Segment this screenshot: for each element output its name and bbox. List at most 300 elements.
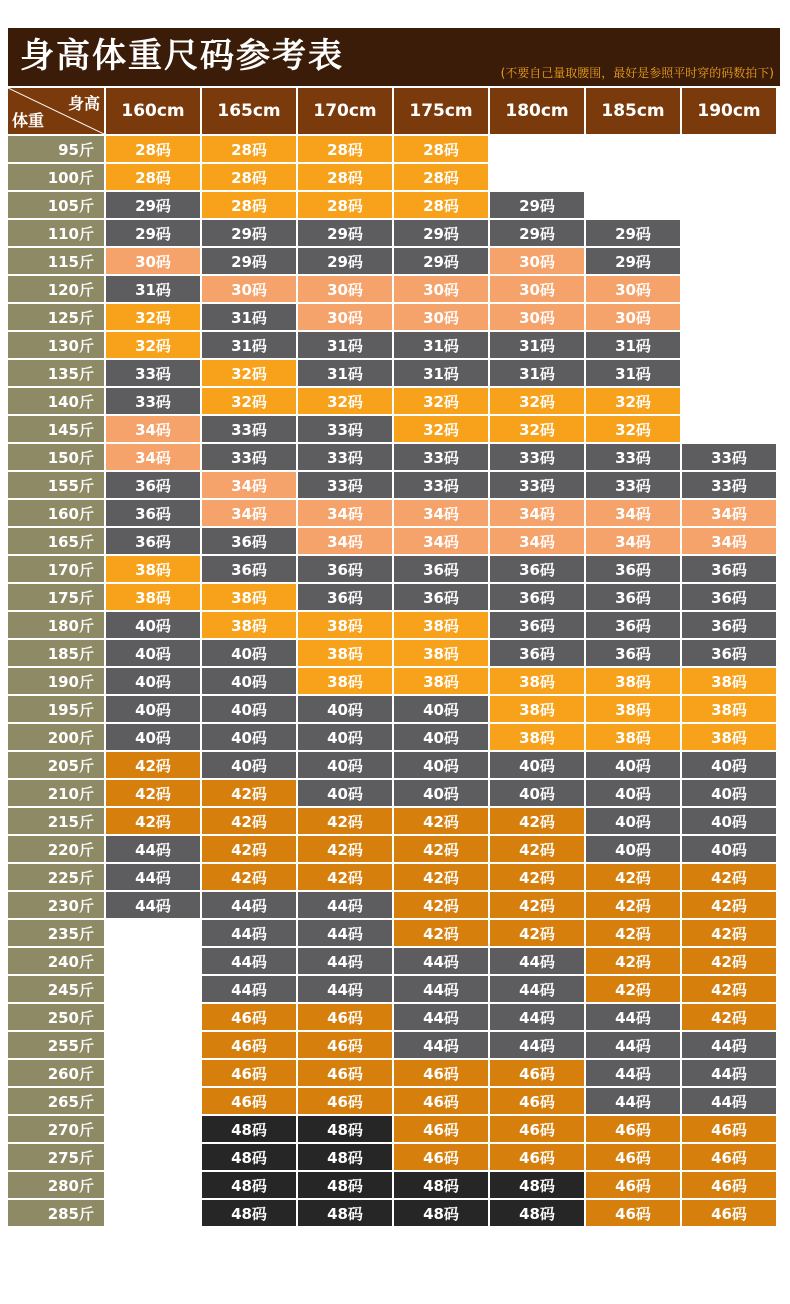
empty-cell	[682, 220, 778, 248]
size-cell: 30码	[298, 304, 394, 332]
corner-height-label: 身高	[67, 94, 100, 113]
size-cell: 36码	[490, 556, 586, 584]
size-cell: 32码	[106, 332, 202, 360]
size-cell: 29码	[202, 220, 298, 248]
empty-cell	[586, 136, 682, 164]
size-cell: 38码	[298, 612, 394, 640]
size-cell: 30码	[298, 276, 394, 304]
size-cell: 31码	[202, 332, 298, 360]
size-cell: 44码	[106, 864, 202, 892]
weight-label-cell: 165斤	[8, 528, 106, 556]
weight-label-cell: 95斤	[8, 136, 106, 164]
size-cell: 34码	[202, 500, 298, 528]
size-cell: 48码	[490, 1200, 586, 1228]
size-cell: 33码	[202, 444, 298, 472]
weight-label-cell: 240斤	[8, 948, 106, 976]
size-cell: 40码	[202, 640, 298, 668]
size-cell: 44码	[490, 1032, 586, 1060]
size-cell: 44码	[586, 1032, 682, 1060]
size-cell: 36码	[490, 584, 586, 612]
height-header-cell: 190cm	[682, 88, 778, 136]
size-cell: 32码	[490, 416, 586, 444]
weight-label-cell: 145斤	[8, 416, 106, 444]
size-cell: 44码	[682, 1060, 778, 1088]
empty-cell	[682, 136, 778, 164]
empty-cell	[682, 360, 778, 388]
size-cell: 30码	[490, 248, 586, 276]
empty-cell	[682, 276, 778, 304]
size-cell: 42码	[586, 920, 682, 948]
size-cell: 29码	[394, 248, 490, 276]
size-cell: 28码	[298, 136, 394, 164]
size-cell: 42码	[586, 948, 682, 976]
empty-cell	[682, 164, 778, 192]
size-cell: 44码	[586, 1088, 682, 1116]
size-cell: 36码	[202, 556, 298, 584]
size-cell: 29码	[490, 192, 586, 220]
size-cell: 30码	[586, 276, 682, 304]
size-cell: 40码	[682, 780, 778, 808]
size-cell: 29码	[202, 248, 298, 276]
size-cell: 29码	[298, 220, 394, 248]
size-chart-table	[8, 88, 780, 1228]
size-cell: 33码	[682, 444, 778, 472]
size-cell: 46码	[298, 1088, 394, 1116]
empty-cell	[586, 164, 682, 192]
page-title: 身高体重尺码参考表	[20, 36, 344, 76]
size-cell: 31码	[394, 332, 490, 360]
size-cell: 44码	[298, 948, 394, 976]
size-cell: 38码	[394, 640, 490, 668]
size-cell: 34码	[106, 416, 202, 444]
empty-cell	[106, 1060, 202, 1088]
size-cell: 36码	[586, 584, 682, 612]
size-cell: 44码	[394, 976, 490, 1004]
size-cell: 33码	[298, 416, 394, 444]
size-cell: 31码	[298, 360, 394, 388]
size-cell: 36码	[106, 528, 202, 556]
size-cell: 46码	[490, 1088, 586, 1116]
size-cell: 36码	[106, 472, 202, 500]
weight-label-cell: 260斤	[8, 1060, 106, 1088]
size-cell: 48码	[202, 1144, 298, 1172]
size-cell: 40码	[202, 752, 298, 780]
size-cell: 42码	[490, 892, 586, 920]
weight-label-cell: 235斤	[8, 920, 106, 948]
weight-label-cell: 255斤	[8, 1032, 106, 1060]
size-cell: 46码	[682, 1200, 778, 1228]
empty-cell	[106, 1200, 202, 1228]
empty-cell	[490, 136, 586, 164]
size-cell: 40码	[202, 696, 298, 724]
weight-label-cell: 275斤	[8, 1144, 106, 1172]
size-cell: 33码	[298, 472, 394, 500]
size-cell: 34码	[106, 444, 202, 472]
size-cell: 48码	[298, 1200, 394, 1228]
size-cell: 46码	[682, 1172, 778, 1200]
size-cell: 48码	[298, 1144, 394, 1172]
size-cell: 36码	[394, 584, 490, 612]
size-cell: 42码	[490, 836, 586, 864]
size-cell: 36码	[682, 584, 778, 612]
size-cell: 42码	[298, 864, 394, 892]
size-cell: 32码	[106, 304, 202, 332]
weight-label-cell: 140斤	[8, 388, 106, 416]
size-cell: 46码	[394, 1060, 490, 1088]
size-cell: 40码	[106, 668, 202, 696]
size-cell: 40码	[586, 836, 682, 864]
size-cell: 31码	[490, 332, 586, 360]
size-cell: 38码	[682, 724, 778, 752]
size-cell: 31码	[490, 360, 586, 388]
empty-cell	[106, 1172, 202, 1200]
size-cell: 46码	[202, 1060, 298, 1088]
size-cell: 42码	[202, 836, 298, 864]
empty-cell	[682, 248, 778, 276]
corner-weight-label: 体重	[12, 111, 45, 130]
size-cell: 32码	[586, 388, 682, 416]
size-cell: 48码	[394, 1172, 490, 1200]
size-cell: 30码	[394, 276, 490, 304]
size-cell: 42码	[682, 1004, 778, 1032]
size-cell: 38码	[586, 724, 682, 752]
size-cell: 40码	[106, 696, 202, 724]
size-cell: 42码	[490, 808, 586, 836]
size-cell: 46码	[298, 1060, 394, 1088]
size-cell: 38码	[490, 724, 586, 752]
weight-label-cell: 185斤	[8, 640, 106, 668]
size-cell: 33码	[202, 416, 298, 444]
size-cell: 34码	[394, 528, 490, 556]
size-cell: 33码	[586, 444, 682, 472]
size-cell: 44码	[394, 1032, 490, 1060]
height-header-cell: 160cm	[106, 88, 202, 136]
size-cell: 42码	[394, 864, 490, 892]
empty-cell	[490, 164, 586, 192]
size-cell: 46码	[394, 1116, 490, 1144]
size-cell: 42码	[586, 892, 682, 920]
weight-label-cell: 115斤	[8, 248, 106, 276]
size-cell: 33码	[682, 472, 778, 500]
size-cell: 32码	[586, 416, 682, 444]
size-cell: 28码	[298, 164, 394, 192]
size-cell: 40码	[682, 752, 778, 780]
size-cell: 46码	[298, 1032, 394, 1060]
size-cell: 40码	[394, 696, 490, 724]
size-cell: 31码	[298, 332, 394, 360]
size-cell: 40码	[586, 780, 682, 808]
size-cell: 29码	[586, 220, 682, 248]
size-cell: 28码	[394, 136, 490, 164]
size-cell: 31码	[586, 332, 682, 360]
size-cell: 38码	[682, 668, 778, 696]
size-cell: 28码	[202, 192, 298, 220]
size-cell: 29码	[490, 220, 586, 248]
size-cell: 40码	[394, 724, 490, 752]
size-cell: 32码	[298, 388, 394, 416]
empty-cell	[106, 948, 202, 976]
size-cell: 30码	[586, 304, 682, 332]
size-cell: 38码	[490, 696, 586, 724]
size-cell: 34码	[490, 528, 586, 556]
size-cell: 33码	[106, 388, 202, 416]
size-cell: 40码	[298, 780, 394, 808]
size-cell: 36码	[298, 584, 394, 612]
size-cell: 34码	[682, 500, 778, 528]
empty-cell	[106, 1004, 202, 1032]
size-cell: 34码	[394, 500, 490, 528]
size-cell: 33码	[490, 444, 586, 472]
weight-label-cell: 210斤	[8, 780, 106, 808]
header-banner	[8, 28, 780, 86]
weight-label-cell: 130斤	[8, 332, 106, 360]
size-cell: 36码	[202, 528, 298, 556]
size-cell: 46码	[586, 1200, 682, 1228]
size-cell: 46码	[394, 1088, 490, 1116]
size-cell: 38码	[202, 584, 298, 612]
size-cell: 42码	[394, 808, 490, 836]
size-cell: 36码	[106, 500, 202, 528]
size-cell: 29码	[106, 220, 202, 248]
size-cell: 44码	[298, 976, 394, 1004]
weight-label-cell: 270斤	[8, 1116, 106, 1144]
size-cell: 46码	[490, 1116, 586, 1144]
size-cell: 44码	[586, 1004, 682, 1032]
size-cell: 28码	[202, 136, 298, 164]
size-cell: 42码	[682, 920, 778, 948]
weight-label-cell: 195斤	[8, 696, 106, 724]
weight-label-cell: 280斤	[8, 1172, 106, 1200]
empty-cell	[106, 1032, 202, 1060]
size-cell: 46码	[586, 1144, 682, 1172]
size-cell: 42码	[490, 864, 586, 892]
size-cell: 40码	[202, 668, 298, 696]
size-cell: 44码	[586, 1060, 682, 1088]
weight-label-cell: 125斤	[8, 304, 106, 332]
size-cell: 44码	[298, 892, 394, 920]
empty-cell	[682, 416, 778, 444]
size-cell: 44码	[202, 920, 298, 948]
size-cell: 48码	[298, 1172, 394, 1200]
size-cell: 28码	[394, 192, 490, 220]
size-cell: 38码	[202, 612, 298, 640]
size-cell: 30码	[106, 248, 202, 276]
size-cell: 30码	[490, 304, 586, 332]
size-cell: 40码	[106, 612, 202, 640]
size-cell: 40码	[394, 780, 490, 808]
size-cell: 38码	[586, 696, 682, 724]
size-cell: 42码	[298, 836, 394, 864]
weight-label-cell: 215斤	[8, 808, 106, 836]
size-cell: 38码	[394, 668, 490, 696]
size-cell: 46码	[586, 1116, 682, 1144]
weight-label-cell: 110斤	[8, 220, 106, 248]
size-cell: 40码	[586, 808, 682, 836]
size-cell: 46码	[490, 1144, 586, 1172]
weight-label-cell: 120斤	[8, 276, 106, 304]
size-cell: 46码	[682, 1144, 778, 1172]
empty-cell	[106, 920, 202, 948]
size-cell: 32码	[394, 388, 490, 416]
size-cell: 42码	[298, 808, 394, 836]
size-cell: 38码	[394, 612, 490, 640]
size-cell: 42码	[490, 920, 586, 948]
size-cell: 48码	[202, 1200, 298, 1228]
size-cell: 46码	[586, 1172, 682, 1200]
size-cell: 44码	[298, 920, 394, 948]
size-cell: 38码	[490, 668, 586, 696]
size-cell: 40码	[682, 808, 778, 836]
size-cell: 29码	[394, 220, 490, 248]
size-cell: 40码	[394, 752, 490, 780]
size-cell: 34码	[586, 528, 682, 556]
size-cell: 48码	[202, 1116, 298, 1144]
size-cell: 40码	[106, 724, 202, 752]
size-cell: 46码	[202, 1032, 298, 1060]
size-cell: 34码	[682, 528, 778, 556]
height-header-cell: 165cm	[202, 88, 298, 136]
size-cell: 36码	[298, 556, 394, 584]
size-cell: 28码	[298, 192, 394, 220]
size-cell: 42码	[202, 780, 298, 808]
size-cell: 44码	[202, 948, 298, 976]
size-cell: 46码	[202, 1004, 298, 1032]
weight-label-cell: 225斤	[8, 864, 106, 892]
size-cell: 40码	[490, 780, 586, 808]
size-cell: 48码	[202, 1172, 298, 1200]
size-cell: 44码	[682, 1088, 778, 1116]
weight-label-cell: 190斤	[8, 668, 106, 696]
size-cell: 42码	[202, 808, 298, 836]
size-cell: 34码	[202, 472, 298, 500]
size-cell: 38码	[298, 640, 394, 668]
size-cell: 44码	[490, 976, 586, 1004]
size-cell: 31码	[106, 276, 202, 304]
size-cell: 42码	[106, 780, 202, 808]
weight-label-cell: 160斤	[8, 500, 106, 528]
size-cell: 44码	[394, 948, 490, 976]
size-cell: 33码	[394, 472, 490, 500]
size-cell: 44码	[202, 976, 298, 1004]
size-cell: 40码	[298, 696, 394, 724]
empty-cell	[106, 976, 202, 1004]
size-cell: 30码	[202, 276, 298, 304]
size-cell: 42码	[682, 948, 778, 976]
weight-label-cell: 135斤	[8, 360, 106, 388]
weight-label-cell: 220斤	[8, 836, 106, 864]
weight-label-cell: 285斤	[8, 1200, 106, 1228]
weight-label-cell: 200斤	[8, 724, 106, 752]
size-cell: 36码	[490, 612, 586, 640]
size-cell: 36码	[682, 556, 778, 584]
size-cell: 34码	[490, 500, 586, 528]
page-subtitle: (不要自己量取腰围，最好是参照平时穿的码数拍下)	[500, 66, 774, 80]
size-cell: 33码	[586, 472, 682, 500]
size-cell: 38码	[682, 696, 778, 724]
size-cell: 28码	[202, 164, 298, 192]
weight-label-cell: 175斤	[8, 584, 106, 612]
size-cell: 42码	[682, 892, 778, 920]
size-cell: 34码	[586, 500, 682, 528]
size-cell: 32码	[202, 388, 298, 416]
weight-label-cell: 230斤	[8, 892, 106, 920]
size-cell: 40码	[490, 752, 586, 780]
size-cell: 44码	[106, 892, 202, 920]
size-cell: 40码	[298, 752, 394, 780]
size-cell: 28码	[106, 136, 202, 164]
weight-label-cell: 250斤	[8, 1004, 106, 1032]
weight-label-cell: 150斤	[8, 444, 106, 472]
size-cell: 46码	[202, 1088, 298, 1116]
weight-label-cell: 170斤	[8, 556, 106, 584]
empty-cell	[106, 1116, 202, 1144]
size-cell: 46码	[394, 1144, 490, 1172]
size-cell: 42码	[682, 864, 778, 892]
size-cell: 28码	[106, 164, 202, 192]
size-cell: 44码	[490, 948, 586, 976]
empty-cell	[106, 1144, 202, 1172]
size-cell: 48码	[298, 1116, 394, 1144]
size-cell: 33码	[106, 360, 202, 388]
size-cell: 42码	[394, 920, 490, 948]
size-cell: 40码	[682, 836, 778, 864]
size-cell: 36码	[586, 612, 682, 640]
size-cell: 42码	[106, 808, 202, 836]
size-cell: 46码	[298, 1004, 394, 1032]
size-cell: 48码	[490, 1172, 586, 1200]
weight-label-cell: 180斤	[8, 612, 106, 640]
weight-label-cell: 100斤	[8, 164, 106, 192]
size-cell: 44码	[682, 1032, 778, 1060]
height-header-cell: 175cm	[394, 88, 490, 136]
empty-cell	[682, 192, 778, 220]
size-cell: 42码	[586, 864, 682, 892]
empty-cell	[106, 1088, 202, 1116]
size-cell: 40码	[106, 640, 202, 668]
height-header-cell: 185cm	[586, 88, 682, 136]
size-cell: 31码	[202, 304, 298, 332]
weight-label-cell: 245斤	[8, 976, 106, 1004]
size-cell: 36码	[394, 556, 490, 584]
size-cell: 33码	[394, 444, 490, 472]
size-cell: 38码	[106, 556, 202, 584]
height-header-cell: 170cm	[298, 88, 394, 136]
size-cell: 31码	[394, 360, 490, 388]
size-cell: 36码	[682, 612, 778, 640]
size-cell: 30码	[490, 276, 586, 304]
size-cell: 40码	[298, 724, 394, 752]
empty-cell	[682, 388, 778, 416]
size-cell: 42码	[394, 892, 490, 920]
size-cell: 34码	[298, 528, 394, 556]
size-cell: 46码	[490, 1060, 586, 1088]
size-cell: 34码	[298, 500, 394, 528]
corner-header	[8, 88, 106, 136]
size-cell: 29码	[298, 248, 394, 276]
size-cell: 29码	[586, 248, 682, 276]
size-cell: 32码	[490, 388, 586, 416]
size-cell: 33码	[490, 472, 586, 500]
size-cell: 33码	[298, 444, 394, 472]
size-cell: 31码	[586, 360, 682, 388]
size-cell: 36码	[682, 640, 778, 668]
size-cell: 46码	[682, 1116, 778, 1144]
weight-label-cell: 265斤	[8, 1088, 106, 1116]
weight-label-cell: 155斤	[8, 472, 106, 500]
size-cell: 42码	[682, 976, 778, 1004]
size-cell: 28码	[394, 164, 490, 192]
weight-label-cell: 205斤	[8, 752, 106, 780]
